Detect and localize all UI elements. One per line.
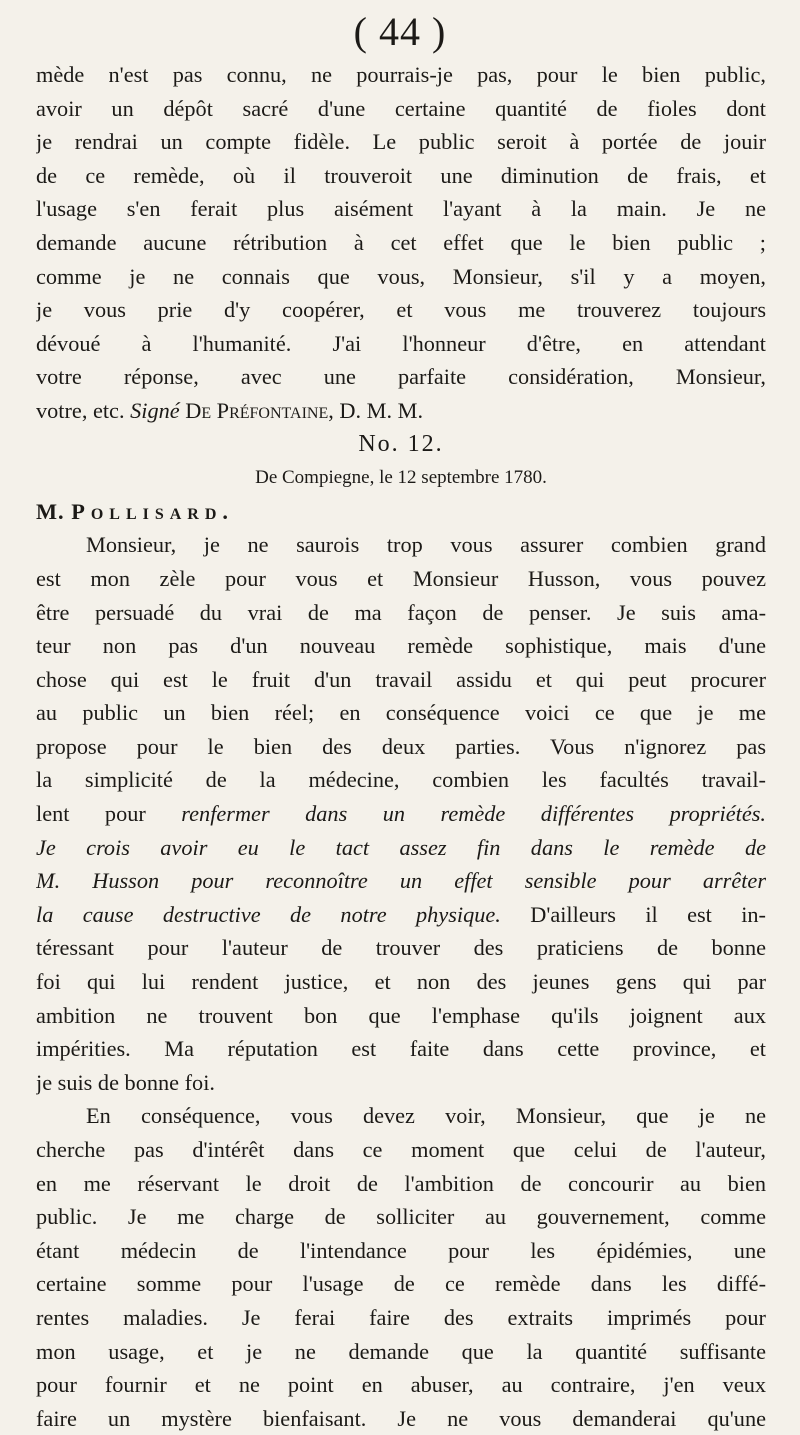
signature-line bbox=[36, 394, 766, 428]
text-line: mon usage, et je ne demande que la quantité suffisante bbox=[36, 1338, 766, 1364]
text-line: faire un mystère bienfaisant. Je ne vous demanderai qu'une bbox=[36, 1405, 766, 1431]
text-line-mixed bbox=[36, 797, 766, 831]
italic-text: la cause destructive de notre physique. bbox=[36, 901, 501, 927]
text-line: je vous prie d'y coopérer, et vous me trouverez toujours bbox=[36, 297, 766, 323]
paragraph-2 bbox=[36, 528, 766, 1099]
text-line: rentes maladies. Je ferai faire des extraits imprimés pour bbox=[36, 1304, 766, 1330]
addressee-name: Pollisard. bbox=[71, 498, 234, 524]
text-line: je suis de bonne foi. bbox=[36, 1069, 215, 1095]
text-line: cherche pas d'intérêt dans ce moment que celui de l'auteur, bbox=[36, 1137, 766, 1162]
paragraph-3 bbox=[36, 1099, 766, 1435]
text-line: la simplicité de la médecine, combien les facultés travail- bbox=[36, 767, 766, 793]
text-line: votre réponse, avec une parfaite considération, Monsieur, bbox=[36, 364, 766, 390]
text-line: foi qui lui rendent justice, et non des jeunes gens qui par bbox=[36, 969, 766, 995]
letter-number: No. 12. bbox=[358, 430, 444, 457]
text-line: Monsieur, je ne saurois trop vous assurer combien grand bbox=[86, 532, 766, 558]
text-line: être persuadé du vrai de ma façon de penser. Je suis ama- bbox=[36, 599, 766, 625]
italic-text: Je crois avoir eu le tact assez fin dans le remède de bbox=[36, 834, 766, 860]
text-line: En conséquence, vous devez voir, Monsieur, que je ne bbox=[86, 1103, 766, 1129]
text-line: de ce remède, où il trouveroit une diminution de frais, et bbox=[36, 162, 766, 188]
text-line: impérities. Ma réputation est faite dans cette province, et bbox=[36, 1036, 766, 1062]
signature-name: De Préfontaine bbox=[185, 397, 329, 423]
text-line: je rendrai un compte fidèle. Le public seroit à portée de jouir bbox=[36, 129, 766, 155]
text-line: au public un bien réel; en conséquence voici ce que je me bbox=[36, 700, 766, 726]
text-line: comme je ne connais que vous, Monsieur, s'il y a moyen, bbox=[36, 263, 766, 289]
italic-text: M. Husson pour reconnoître un effet sensible pour arrêter bbox=[36, 868, 766, 894]
document-body bbox=[36, 58, 766, 1435]
text-line: propose pour le bien des deux parties. Vous n'ignorez pas bbox=[36, 733, 766, 759]
letter-date: De Compiegne, le 12 septembre 1780. bbox=[255, 467, 547, 489]
text-line: l'usage s'en ferait plus aisément l'ayant à la main. Je ne bbox=[36, 196, 766, 222]
text-line: étant médecin de l'intendance pour les épidémies, une bbox=[36, 1237, 766, 1263]
italic-text: renfermer dans un remède différentes propriétés. bbox=[181, 801, 766, 827]
text-line: téressant pour l'auteur de trouver des praticiens de bonne bbox=[36, 935, 766, 961]
text-line: en me réservant le droit de l'ambition de concourir au bien bbox=[36, 1170, 766, 1196]
text-line: certaine somme pour l'usage de ce remède dans les diffé- bbox=[36, 1271, 766, 1297]
text-line: public. Je me charge de solliciter au gouvernement, comme bbox=[36, 1204, 766, 1230]
paragraph-1 bbox=[36, 58, 766, 428]
text-line: ambition ne trouvent bon que l'emphase qu'ils joignent aux bbox=[36, 1002, 766, 1028]
text-line-mixed bbox=[36, 898, 766, 932]
italic-line bbox=[36, 831, 766, 865]
text-line: est mon zèle pour vous et Monsieur Husson, vous pouvez bbox=[36, 565, 766, 591]
text-line: demande aucune rétribution à cet effet que le bien public ; bbox=[36, 229, 766, 255]
signature-suffix: , D. M. M. bbox=[328, 397, 424, 423]
closing-text: votre, etc. bbox=[36, 397, 125, 423]
text-line: dévoué à l'humanité. J'ai l'honneur d'être, en attendant bbox=[36, 330, 766, 356]
text-line: teur non pas d'un nouveau remède sophistique, mais d'une bbox=[36, 633, 766, 659]
roman-text: lent pour bbox=[36, 801, 182, 827]
text-line: pour fournir et ne point en abuser, au contraire, j'en veux bbox=[36, 1372, 766, 1398]
roman-text: D'ailleurs il est in- bbox=[500, 901, 766, 927]
signature-prefix: Signé bbox=[130, 397, 180, 423]
text-line: avoir un dépôt sacré d'une certaine quantité de fioles dont bbox=[36, 95, 766, 121]
text-line: mède n'est pas connu, ne pourrais-je pas, pour le bien public, bbox=[36, 62, 766, 87]
addressee-prefix: M. bbox=[36, 498, 65, 524]
addressee bbox=[36, 495, 766, 529]
text-line: chose qui est le fruit d'un travail assidu et qui peut procurer bbox=[36, 666, 766, 692]
italic-line bbox=[36, 864, 766, 898]
page-number: ( 44 ) bbox=[353, 9, 447, 54]
